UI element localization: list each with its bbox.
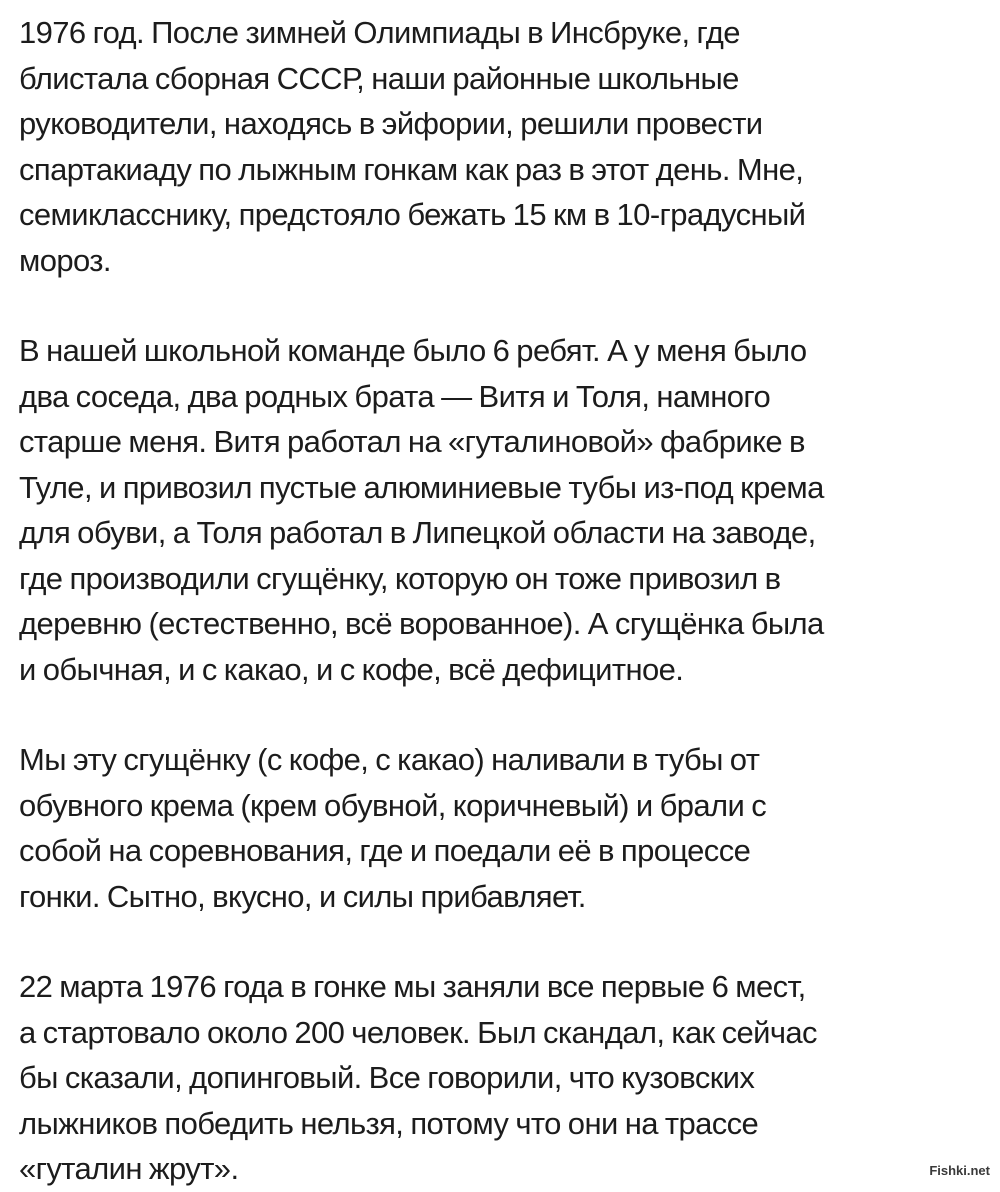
- text-line: деревню (естественно, всё ворованное). А сгущёнка была: [19, 606, 824, 641]
- text-line: где производили сгущёнку, которую он тоже привозил в: [19, 560, 781, 596]
- text-line: старше меня. Витя работал на «гуталиновой» фабрике в: [19, 424, 805, 459]
- text-line: В нашей школьной команде было 6 ребят. А у меня было: [19, 333, 807, 368]
- text-line: а стартовало около 200 человек. Был скандал, как сейчас: [19, 1014, 817, 1050]
- text-line: «гуталин жрут».: [19, 1151, 239, 1186]
- text-line: собой на соревнования, где и поедали её в процессе: [19, 833, 751, 868]
- text-line: лыжников победить нельзя, потому что они на трассе: [19, 1105, 759, 1141]
- text-line: 1976 год. После зимней Олимпиады в Инсбруке, где: [19, 15, 740, 50]
- text-line: для обуви, а Толя работал в Липецкой области на заводе,: [19, 515, 816, 550]
- text-line: обувного крема (крем обувной, коричневый) и брали с: [19, 787, 767, 823]
- text-line: руководители, находясь в эйфории, решили провести: [19, 106, 763, 141]
- paragraph-4: [19, 964, 991, 1192]
- text-line: блистала сборная СССР, наши районные школьные: [19, 60, 739, 96]
- text-line: 22 марта 1976 года в гонке мы заняли все первые 6 мест,: [19, 969, 806, 1004]
- text-line: гонки. Сытно, вкусно, и силы прибавляет.: [19, 878, 586, 914]
- text-line: семикласснику, предстояло бежать 15 км в 10-градусный: [19, 197, 806, 232]
- paragraph-1: [19, 10, 991, 283]
- text-line: два соседа, два родных брата — Витя и Толя, намного: [19, 378, 771, 414]
- paragraph-2: [19, 328, 991, 692]
- watermark: Fishki.net: [929, 1163, 990, 1178]
- text-line: мороз.: [19, 242, 111, 278]
- paragraph-3: [19, 737, 991, 919]
- text-line: и обычная, и с какао, и с кофе, всё дефицитное.: [19, 651, 684, 687]
- text-line: спартакиаду по лыжным гонкам как раз в этот день. Мне,: [19, 151, 804, 187]
- text-line: бы сказали, допинговый. Все говорили, что кузовских: [19, 1060, 755, 1095]
- text-line: Мы эту сгущёнку (с кофе, с какао) наливали в тубы от: [19, 742, 760, 777]
- text-line: Туле, и привозил пустые алюминиевые тубы из-под крема: [19, 469, 824, 505]
- article-text: [19, 10, 991, 1192]
